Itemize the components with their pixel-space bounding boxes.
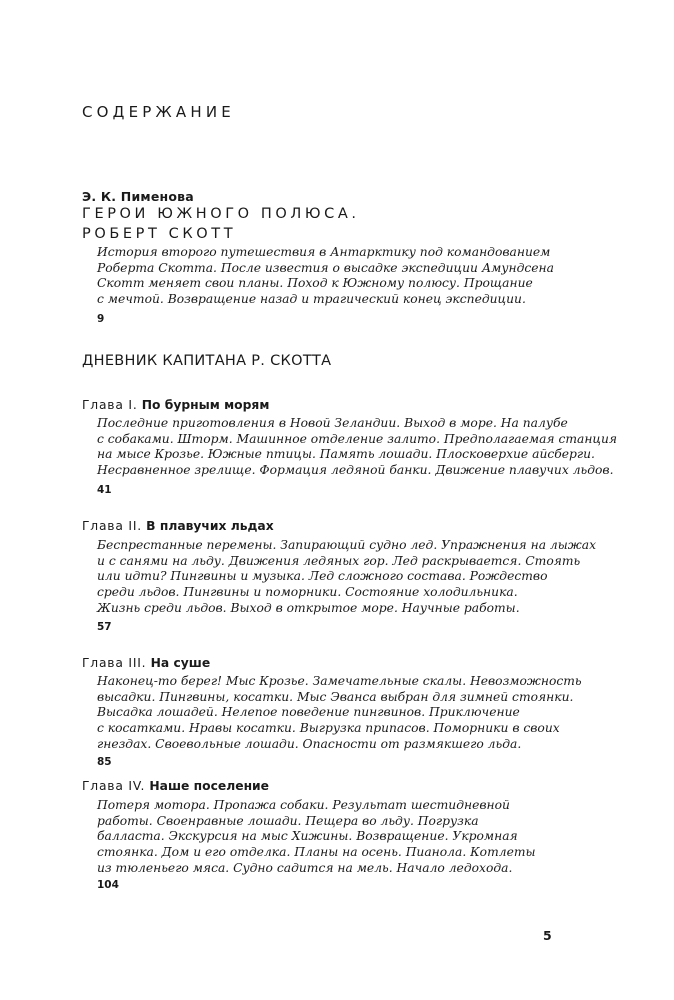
chapter-1-summary [97,416,617,479]
chapter-4-page-number: 104 [97,879,119,891]
chapter-3-summary [97,674,582,753]
essay-title-line: ГЕРОИ ЮЖНОГО ПОЛЮСА. [82,206,360,222]
chapter-1-page-number: 41 [97,484,112,496]
chapter-label: Глава I. [82,398,138,412]
essay-summary [97,245,554,308]
summary-line: на мысе Крозье. Южные птицы. Память лошади. Плосковерхие айсберги. [97,447,595,462]
chapter-1-title [82,398,269,412]
chapter-2-summary [97,538,596,617]
summary-line: с косатками. Нравы косатки. Выгрузка припасов. Поморники в своих [97,721,560,736]
summary-line: стоянка. Дом и его отделка. Планы на осень. Пианола. Котлеты [97,845,536,860]
chapter-2-page-number: 57 [97,621,112,633]
summary-line: Роберта Скотта. После известия о высадке экспедиции Амундсена [97,260,554,275]
summary-line: Жизнь среди льдов. Выход в открытое море. Научные работы. [97,600,520,615]
summary-line: с собаками. Шторм. Машинное отделение залито. Предполагаемая станция [97,431,618,446]
summary-line: балласта. Экскурсия на мыс Хижины. Возвращение. Укромная [97,829,518,844]
chapter-label: Глава IV. [82,779,146,793]
summary-line: среди льдов. Пингвины и поморники. Состояние холодильника. [97,585,518,600]
essay-title-line: РОБЕРТ СКОТТ [82,225,237,242]
summary-line: Потеря мотора. Пропажа собаки. Результат шестидневной [97,798,510,812]
chapter-name: На суше [150,656,211,670]
summary-line: Скотт меняет свои планы. Поход к Южному полюсу. Прощание [97,276,533,291]
summary-line: и с санями на льду. Движения ледяных гор. Лед раскрывается. Стоять [97,553,581,568]
essay-title [82,205,360,244]
summary-line: История второго путешествия в Антарктику под командованием [97,245,551,259]
summary-line: Беспрестанные перемены. Запирающий судно лед. Упражнения на лыжах [97,538,597,552]
toc-heading: СОДЕРЖАНИЕ [82,103,235,121]
essay-page-number: 9 [97,313,105,325]
chapter-4-summary [97,798,536,877]
summary-line: или идти? Пингвины и музыка. Лед сложного состава. Рождество [97,569,548,584]
chapter-3-title [82,656,210,670]
folio-page-number: 5 [543,928,552,943]
chapter-label: Глава III. [82,656,147,670]
chapter-name: В плавучих льдах [146,519,274,533]
chapter-label: Глава II. [82,519,142,533]
chapter-2-title [82,519,274,533]
summary-line: из тюленьего мяса. Судно садится на мель. Начало ледохода. [97,860,513,875]
summary-line: Высадка лошадей. Нелепое поведение пингвинов. Приключение [97,705,520,720]
summary-line: Наконец-то берег! Мыс Крозье. Замечательные скалы. Невозможность [97,674,582,688]
chapter-name: Наше поселение [149,779,270,793]
summary-line: работы. Своенравные лошади. Пещера во льду. Погрузка [97,813,479,828]
diary-section-title: ДНЕВНИК КАПИТАНА Р. СКОТТА [82,353,332,369]
chapter-4-title [82,779,269,793]
chapter-name: По бурным морям [141,398,270,412]
summary-line: Несравненное зрелище. Формация ледяной банки. Движение плавучих льдов. [97,463,614,478]
chapter-3-page-number: 85 [97,756,112,768]
summary-line: гнездах. Своевольные лошади. Опасности от размякшего льда. [97,736,522,751]
essay-author: Э. К. Пименова [82,189,194,204]
summary-line: с мечтой. Возвращение назад и трагический конец экспедиции. [97,292,526,307]
summary-line: высадки. Пингвины, косатки. Мыс Эванса выбран для зимней стоянки. [97,689,574,704]
summary-line: Последние приготовления в Новой Зеландии. Выход в море. На палубе [97,416,568,430]
